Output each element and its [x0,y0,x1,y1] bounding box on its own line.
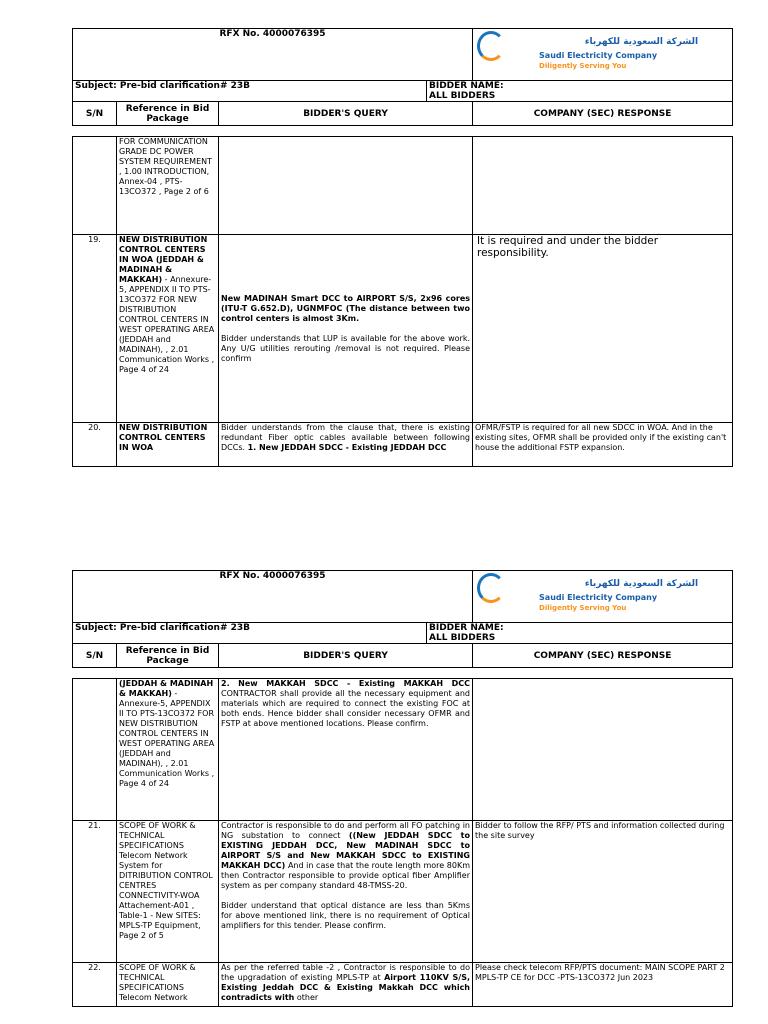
row-19-query [219,235,473,423]
bidder-value: ALL BIDDERS [429,633,496,643]
row-22-ref: SCOPE OF WORK & TECHNICAL SPECIFICATIONS Telecom Network [117,963,219,1007]
logo-arabic: الشركة السعودية للكهرباء [584,37,699,47]
subject: Subject: Pre-bid clarification# 23B [73,623,427,644]
row-19-sn: 19. [73,235,117,423]
row-21-response: Bidder to follow the RFP/ PTS and information collected during the site survey [473,821,733,963]
col-sn: S/N [73,644,117,668]
col-ref: Reference in Bid Package [117,102,219,126]
row-20-ref: NEW DISTRIBUTION CONTROL CENTERS IN WOA [117,423,219,467]
row-21-query-c: Bidder understand that optical distance are less than 5Kms for above mentioned link, there is no requirement of Optical amplifiers for this tender. Please confirm. [221,901,470,930]
row-22-query-b: other [296,993,319,1002]
row-22-query-a: As per the referred table -2 , Contractor is responsible to do the upgradation of existing MPLS-TP at [221,963,470,982]
row-21-query-b: And in case that the route length more 80Km then Contractor responsible to provide optical fiber Amplifier system as per company standard 48-TMSS-20. [221,861,471,890]
bidder-value: ALL BIDDERS [429,91,496,101]
company-logo [473,29,733,81]
row-22-query-bold: Airport 110KV S/S, Existing Jeddah DCC & Existing Makkah DCC which contradicts with [221,973,471,1002]
header-table [72,570,733,668]
logo-arc-icon [477,573,505,603]
row-cont-query-bold: 2. New MAKKAH SDCC - Existing MAKKAH DCC [221,679,470,688]
page-1 [72,28,732,467]
row-19-query-bold: New MADINAH Smart DCC to AIRPORT S/S, 2x96 cores (ITU-T G.652.D), UGNMFOC (The distance between two control centers is almost 3Km. [221,293,470,323]
table-row-response [473,679,733,821]
col-response: COMPANY (SEC) RESPONSE [473,102,733,126]
col-query: BIDDER'S QUERY [219,644,473,668]
table-row-query [219,137,473,235]
row-21-query [219,821,473,963]
bidder-name [427,623,733,644]
table-row-sn [73,137,117,235]
content-table [72,678,733,1007]
col-response: COMPANY (SEC) RESPONSE [473,644,733,668]
table-row-response [473,137,733,235]
row-20-sn: 20. [73,423,117,467]
row-21-query-bold: ((New JEDDAH SDCC to EXISTING JEDDAH DCC, New MADINAH SDCC to AIRPORT S/S and New MAKKAH SDCC to EXISTING MAKKAH DCC) [221,831,471,870]
row-20-response: OFMR/FSTP is required for all new SDCC in WOA. And in the existing sites, OFMR shall be provided only if the existing can't house the additional FSTP expansion. [473,423,733,467]
table-row-ref: FOR COMMUNICATION GRADE DC POWER SYSTEM REQUIREMENT , 1.00 INTRODUCTION, Annex-04 , PTS-13CO372 , Page 2 of 6 [117,137,219,235]
row-22-query [219,963,473,1007]
row-19-query-rest: Bidder understands that LUP is available for the above work. Any U/G utilities rerouting /removal is not required. Please confirm [221,333,470,363]
row-19-ref-bold: NEW DISTRIBUTION CONTROL CENTERS IN WOA (JEDDAH & MADINAH & MAKKAH) [119,235,208,284]
col-sn: S/N [73,102,117,126]
logo-english: Saudi Electricity Company [539,51,658,60]
row-22-response: Please check telecom RFP/PTS document: MAIN SCOPE PART 2 MPLS-TP CE for DCC -PTS-13CO372 Jun 2023 [473,963,733,1007]
logo-arc-icon [477,31,505,61]
bidder-label: BIDDER NAME: [429,623,504,633]
company-logo [473,571,733,623]
rfx-number: RFX No. 4000076395 [73,571,473,623]
row-21-sn: 21. [73,821,117,963]
bidder-label: BIDDER NAME: [429,81,504,91]
col-query: BIDDER'S QUERY [219,102,473,126]
table-row-ref [117,679,219,821]
subject: Subject: Pre-bid clarification# 23B [73,81,427,102]
row-22-sn: 22. [73,963,117,1007]
page-2 [72,570,732,1007]
bidder-name [427,81,733,102]
table-row-sn [73,679,117,821]
row-19-response: It is required and under the bidder responsibility. [473,235,733,423]
row-20-query [219,423,473,467]
logo-arabic: الشركة السعودية للكهرباء [584,579,699,589]
row-20-query-bold: 1. New JEDDAH SDCC - Existing JEDDAH DCC [247,443,447,452]
row-19-ref [117,235,219,423]
row-cont-query-rest: CONTRACTOR shall provide all the necessary equipment and materials which are required to connect the existing FOC at both ends. Hence bidder shall consider necessary OFMR and FSTP at above mentioned locations. Please confirm. [221,689,470,728]
logo-tagline: Diligently Serving You [539,604,627,612]
row-cont-ref-bold: (JEDDAH & MADINAH & MAKKAH) [119,679,214,698]
row-cont-ref-rest: - Annexure-5, APPENDIX II TO PTS-13CO372 FOR NEW DISTRIBUTION CONTROL CENTERS IN WEST OPERATING AREA (JEDDAH and MADINAH), , 2.01 Communication Works , Page 4 of 24 [119,689,215,788]
table-row-query [219,679,473,821]
header-table [72,28,733,126]
rfx-number: RFX No. 4000076395 [73,29,473,81]
content-table [72,136,733,467]
col-ref: Reference in Bid Package [117,644,219,668]
row-21-ref: SCOPE OF WORK & TECHNICAL SPECIFICATIONS Telecom Network System for DITRIBUTION CONTROL CENTRES CONNECTIVITY-WOA Attachement-A01 , Table-1 - New SITES: MPLS-TP Equipment, Page 2 of 5 [117,821,219,963]
row-19-ref-rest: - Annexure-5, APPENDIX II TO PTS-13CO372 FOR NEW DISTRIBUTION CONTROL CENTERS IN WEST OPERATING AREA (JEDDAH and MADINAH), , 2.01 Communication Works , Page 4 of 24 [119,275,215,374]
row-20-query-text: Bidder understands from the clause that, there is existing redundant Fiber optic cables available between following DCCs. [221,423,470,452]
logo-tagline: Diligently Serving You [539,62,627,70]
logo-english: Saudi Electricity Company [539,593,658,602]
row-21-query-a: Contractor is responsible to do and perform all FO patching in NG substation to connect [221,821,470,840]
